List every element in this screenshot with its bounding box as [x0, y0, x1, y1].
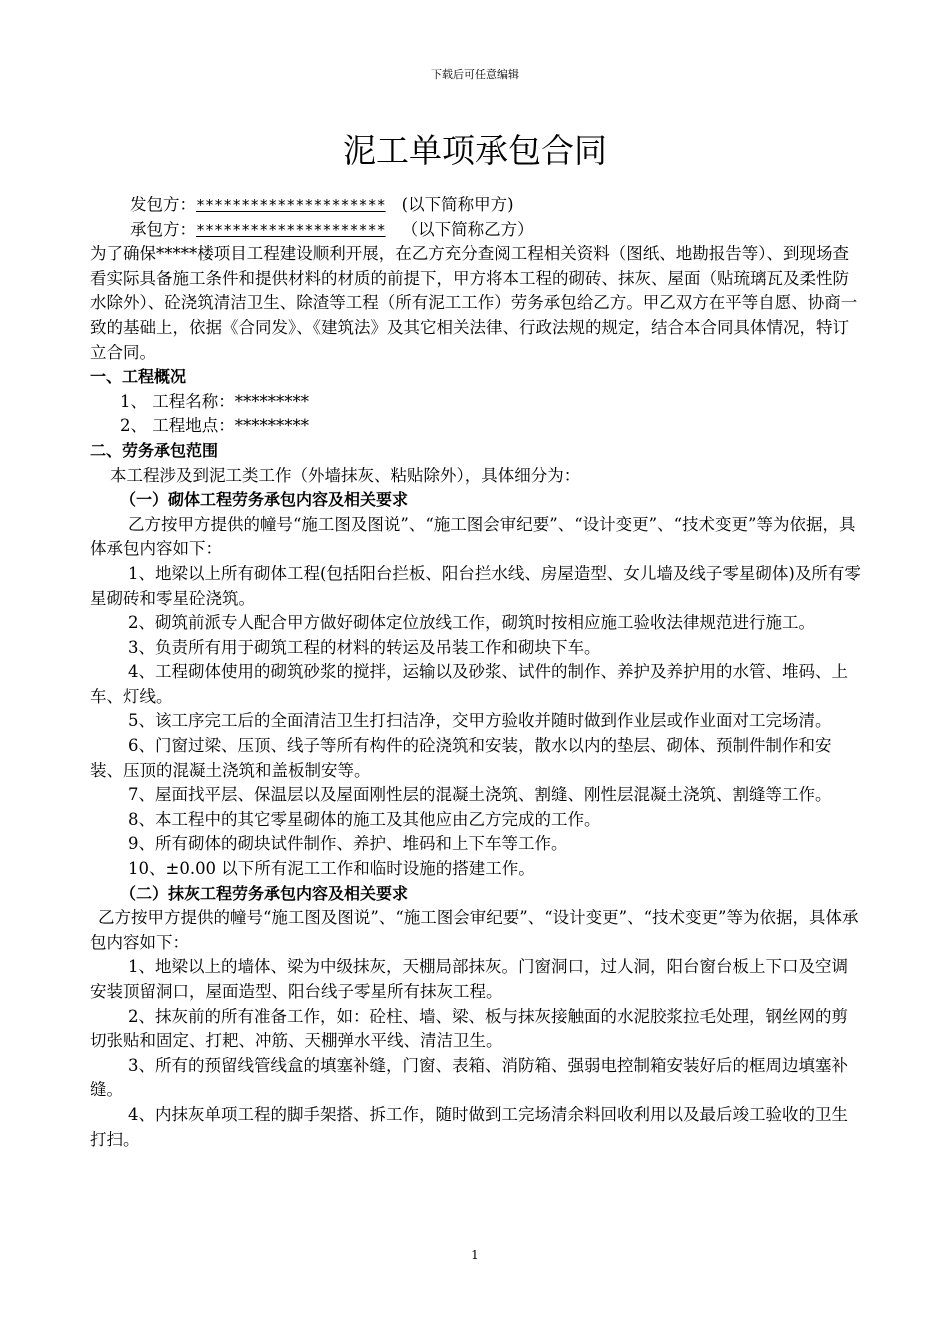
header-note: 下载后可任意编辑	[431, 68, 519, 81]
masonry-item: 6、门窗过梁、压顶、线子等所有构件的砼浇筑和安装，散水以内的垫层、砌体、预制件制作和安装、压顶的混凝土浇筑和盖板制安等。	[90, 736, 832, 780]
employer-line	[90, 193, 862, 218]
contractor-note: （以下简称乙方）	[401, 219, 534, 239]
contractor-value: *********************	[196, 220, 386, 239]
masonry-item: 4、工程砌体使用的砌筑砂浆的搅拌，运输以及砂浆、试件的制作、养护及养护用的水管、堆码、上车、灯线。	[90, 662, 848, 706]
subsection-heading-plastering: （二）抹灰工程劳务承包内容及相关要求	[120, 883, 409, 903]
masonry-item: 5、该工序完工后的全面清洁卫生打扫洁净，交甲方验收并随时做到作业层或作业面对工完场清。	[128, 711, 832, 731]
page-number: 1	[471, 1248, 479, 1262]
masonry-item: 8、本工程中的其它零星砌体的施工及其他应由乙方完成的工作。	[128, 809, 601, 829]
masonry-item: 9、所有砌体的砌块试件制作、养护、堆码和上下车等工作。	[128, 834, 568, 854]
section-heading-overview: 一、工程概况	[90, 367, 187, 387]
scope-intro: 本工程涉及到泥工类工作（外墙抹灰、粘贴除外），具体细分为：	[110, 465, 581, 485]
contractor-line	[90, 218, 862, 243]
intro-paragraph: 为了确保*****楼项目工程建设顺利开展，在乙方充分查阅工程相关资料（图纸、地勘报告等）、到现场查看实际具备施工条件和提供材料的材质的前提下，甲方将本工程的砌砖、抹灰、屋面（贴琉璃瓦及柔性防水除外）、砼浇筑清洁卫生、除渣等工程（所有泥工工作）劳务承包给乙方。甲乙双方在平等自愿、协商一致的基础上，依据《合同发》、《建筑法》及其它相关法律、行政法规的规定，结合本合同具体情况，特订立合同。	[90, 244, 858, 362]
plastering-item: 4、内抹灰单项工程的脚手架搭、拆工作，随时做到工完场清余料回收利用以及最后竣工验收的卫生打扫。	[90, 1104, 848, 1149]
overview-item-name: 1、 工程名称：*********	[120, 391, 309, 411]
masonry-item: 10、±0.00 以下所有泥工工作和临时设施的搭建工作。	[128, 859, 535, 879]
plastering-item: 2、抹灰前的所有准备工作，如：砼柱、墙、梁、板与抹灰接触面的水泥胶浆拉毛处理，钢丝网的剪切张贴和固定、打耙、冲筋、天棚弹水平线、清洁卫生。	[90, 1006, 848, 1051]
section-heading-scope: 二、劳务承包范围	[90, 440, 219, 460]
plastering-item: 1、地梁以上的墙体、梁为中级抹灰，天棚局部抹灰。门窗洞口，过人洞，阳台窗台板上下口及空调安装顶留洞口，屋面造型、阳台线子零星所有抹灰工程。	[90, 957, 848, 1001]
plastering-intro: 乙方按甲方提供的幢号“施工图及图说”、“施工图会审纪要”、“设计变更”、“技术变更”等为依据，具体承包内容如下：	[90, 908, 859, 952]
contractor-label: 承包方：	[130, 219, 196, 239]
masonry-item: 2、砌筑前派专人配合甲方做好砌体定位放线工作，砌筑时按相应施工验收法律规范进行施工。	[128, 613, 815, 633]
masonry-intro: 乙方按甲方提供的幢号“施工图及图说”、“施工图会审纪要”、“设计变更”、“技术变更”等为依据，具体承包内容如下：	[90, 514, 856, 559]
employer-note: (以下简称甲方)	[401, 195, 514, 214]
plastering-item: 3、所有的预留线管线盒的填塞补缝，门窗、表箱、消防箱、强弱电控制箱安装好后的框周边填塞补缝。	[90, 1055, 848, 1100]
overview-item-location: 2、 工程地点：*********	[120, 416, 309, 436]
document-body	[90, 193, 862, 1152]
masonry-item: 1、地梁以上所有砌体工程(包括阳台拦板、阳台拦水线、房屋造型、女儿墙及线子零星砌体)及所有零星砌砖和零星砼浇筑。	[90, 563, 861, 608]
subsection-heading-masonry: （一）砌体工程劳务承包内容及相关要求	[120, 490, 409, 510]
employer-value: *********************	[196, 196, 386, 214]
masonry-item: 7、屋面找平层、保温层以及屋面刚性层的混凝土浇筑、割缝、刚性层混凝土浇筑、割缝等工作。	[128, 785, 832, 805]
document-title: 泥工单项承包合同	[343, 131, 607, 170]
employer-label: 发包方：	[130, 195, 196, 214]
masonry-item: 3、负责所有用于砌筑工程的材料的转运及吊装工作和砌块下车。	[128, 637, 601, 657]
